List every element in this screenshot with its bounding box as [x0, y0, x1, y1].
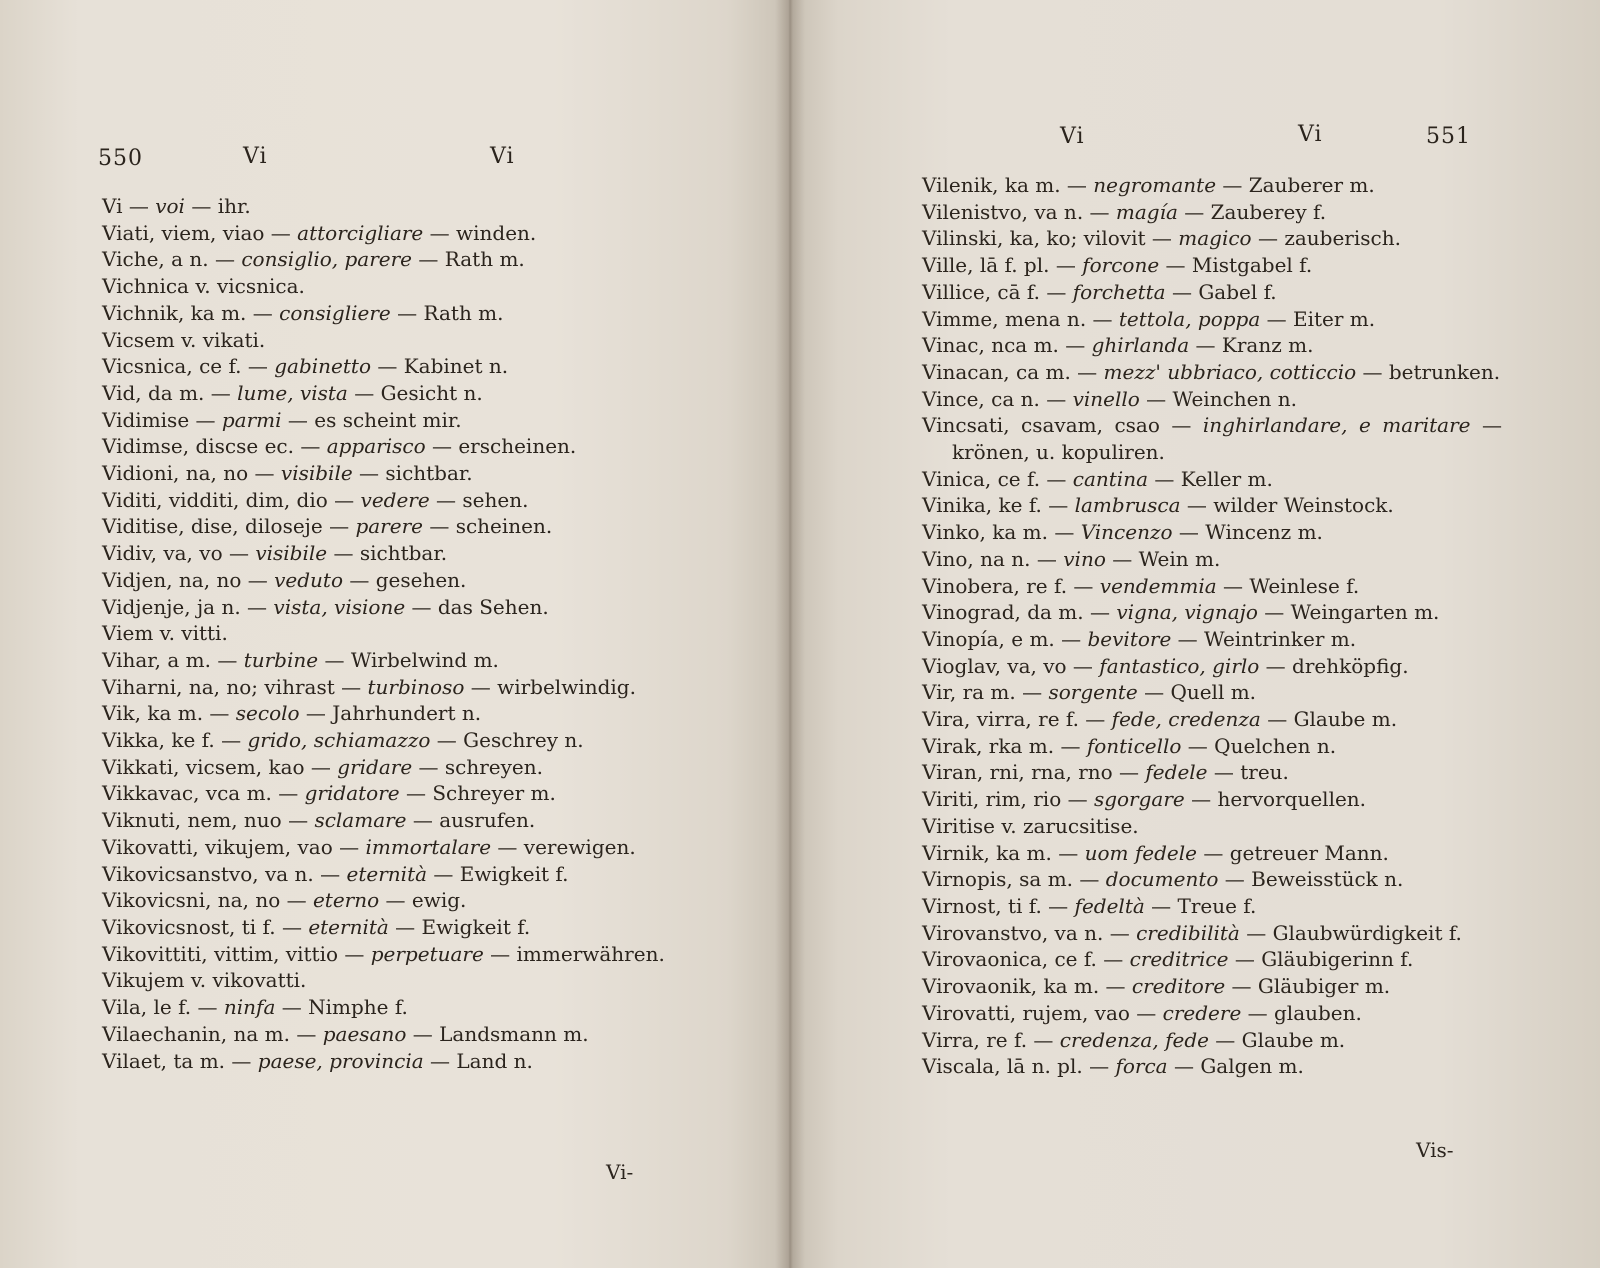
- entry-italian: eterno: [312, 888, 380, 913]
- dictionary-entry: Viriti, rim, rio — sgorgare — hervorquellen.: [922, 787, 1367, 812]
- entry-italian: vendemmia: [1099, 573, 1217, 598]
- entry-italian: inghirlandare, e maritare: [1202, 413, 1471, 438]
- dictionary-entry: Vidiv, va, vo — visibile — sichtbar.: [102, 541, 448, 566]
- entry-italian: ghirlanda: [1091, 333, 1190, 358]
- dictionary-entry: Virovaonik, ka m. — creditore — Gläubiger m.: [922, 974, 1391, 999]
- dictionary-entry: Vinopía, e m. — bevitore — Weintrinker m.: [922, 626, 1357, 651]
- entry-italian: credenza, fede: [1059, 1027, 1209, 1052]
- entry-headword: Viscala, lā n. pl.: [922, 1054, 1083, 1079]
- page-number-left: 550: [98, 146, 143, 171]
- dictionary-entry: Viche, a n. — consiglio, parere — Rath m.: [102, 247, 525, 272]
- entry-headword: Vilaet, ta m.: [102, 1048, 226, 1073]
- entry-german: es scheint mir.: [314, 407, 462, 432]
- entry-german: Rath m.: [444, 247, 525, 272]
- dictionary-entry: Ville, lā f. pl. — forcone — Mistgabel f.: [922, 253, 1313, 278]
- entry-headword: Vik, ka m.: [102, 701, 204, 726]
- entry-headword: Virnik, ka m.: [922, 840, 1052, 865]
- entry-german: Weintrinker m.: [1204, 626, 1357, 651]
- entry-german: verewigen.: [523, 834, 636, 859]
- entry-italian: fedeltà: [1074, 893, 1145, 918]
- entry-headword: Vino, na n.: [922, 546, 1031, 571]
- entry-italian: vigna, vignajo: [1116, 600, 1258, 625]
- entry-italian: Vincenzo: [1080, 520, 1173, 545]
- dictionary-entry: Vila, le f. — ninfa — Nimphe f.: [102, 995, 408, 1020]
- dictionary-entry: Virovanstvo, va n. — credibilità — Glaubwürdigkeit f.: [922, 920, 1462, 945]
- entry-italian: gabinetto: [274, 354, 371, 379]
- entry-italian: attorcigliare: [297, 220, 424, 245]
- entry-german: Beweisstück n.: [1251, 867, 1404, 892]
- dictionary-entry: Vilinski, ka, ko; vilovit — magico — zauberisch.: [922, 226, 1401, 251]
- entry-headword: Vilenistvo, va n.: [922, 199, 1084, 224]
- dictionary-entry: Vik, ka m. — secolo — Jahrhundert n.: [102, 701, 482, 726]
- dictionary-entry: Viscala, lā n. pl. — forca — Galgen m.: [922, 1054, 1304, 1079]
- entry-italian: magía: [1115, 199, 1178, 224]
- entry-headword: Virnopis, sa m.: [922, 867, 1074, 892]
- entry-headword: Vinacan, ca m.: [922, 359, 1071, 384]
- entry-headword: Viharni, na, no; vihrast: [102, 674, 335, 699]
- running-head-left-2: Vi: [490, 144, 515, 169]
- entry-italian: apparisco: [326, 434, 426, 459]
- entry-german: sichtbar.: [359, 541, 448, 566]
- entry-german: krönen, u. kopuliren.: [952, 440, 1165, 465]
- dictionary-entry: Virovatti, rujem, vao — credere — glauben.: [922, 1000, 1362, 1025]
- entry-headword: Vinopía, e m.: [922, 626, 1055, 651]
- entry-german: Landsmann m.: [439, 1021, 589, 1046]
- entry-italian: visibile: [255, 541, 328, 566]
- entry-italian: veduto: [274, 567, 343, 592]
- entry-headword: Vidimse, discse ec.: [102, 434, 294, 459]
- entry-headword: Vira, virra, re f.: [922, 707, 1079, 732]
- entry-italian: forcone: [1082, 253, 1160, 278]
- entry-italian: fantastico, girlo: [1099, 653, 1260, 678]
- entry-italian: voi: [155, 194, 185, 218]
- entry-headword: Vincsati, csavam, csao: [922, 413, 1160, 438]
- book-gutter: [775, 0, 805, 1268]
- entry-italian: paese, provincia: [257, 1048, 424, 1073]
- entry-headword: Viditise, dise, diloseje: [102, 514, 323, 539]
- entry-headword: Vilinski, ka, ko; vilovit: [922, 226, 1146, 251]
- entry-italian: credere: [1162, 1000, 1242, 1025]
- entry-italian: parere: [355, 514, 423, 539]
- dictionary-entry: Vinko, ka m. — Vincenzo — Wincenz m.: [922, 520, 1323, 545]
- entry-headword: Vikkati, vicsem, kao: [102, 754, 305, 779]
- entry-german: Glaube m.: [1241, 1027, 1346, 1052]
- entry-german: Schreyer m.: [432, 781, 556, 806]
- entry-headword: Vicsem v. vikati.: [102, 327, 266, 352]
- entry-headword: Vimme, mena n.: [922, 306, 1087, 331]
- entry-italian: documento: [1105, 867, 1219, 892]
- entry-italian: eternità: [346, 861, 428, 886]
- entry-italian: fede, credenza: [1111, 707, 1261, 732]
- dictionary-entry: Vioglav, va, vo — fantastico, girlo — drehköpfig.: [922, 653, 1409, 678]
- page-number-right: 551: [1426, 124, 1471, 149]
- entry-headword: Viche, a n.: [102, 247, 209, 272]
- entry-headword: Vichnik, ka m.: [102, 300, 247, 325]
- entry-italian: mezz' ubbriaco, cotticcio: [1103, 359, 1357, 384]
- entry-german: wirbelwindig.: [497, 674, 636, 699]
- entry-italian: turbinoso: [367, 674, 465, 699]
- entry-headword: Vidiv, va, vo: [102, 541, 223, 566]
- entry-german: Gläubigerinn f.: [1261, 947, 1414, 972]
- entry-headword: Viknuti, nem, nuo: [102, 808, 282, 833]
- entry-italian: perpetuare: [370, 941, 484, 966]
- entry-german: Wein m.: [1138, 546, 1221, 571]
- entry-german: scheinen.: [455, 514, 553, 539]
- entry-german: Weinchen n.: [1172, 386, 1297, 411]
- dictionary-entry: Vikkati, vicsem, kao — gridare — schreyen.: [102, 754, 544, 779]
- entry-italian: visibile: [280, 461, 353, 486]
- entry-german: Rath m.: [423, 300, 504, 325]
- entry-german: Quell m.: [1170, 680, 1257, 705]
- entry-italian: gridatore: [304, 781, 400, 806]
- entry-italian: creditore: [1131, 974, 1226, 999]
- entry-headword: Viem v. vitti.: [102, 621, 228, 646]
- entry-german: winden.: [456, 220, 537, 245]
- entry-german: sichtbar.: [385, 461, 473, 486]
- dictionary-entry: Vikkavac, vca m. — gridatore — Schreyer m.: [102, 781, 556, 806]
- entry-german: Gabel f.: [1198, 279, 1277, 304]
- entry-german: treu.: [1240, 760, 1289, 785]
- entry-italian: sclamare: [314, 808, 407, 833]
- dictionary-entry: Viditi, vidditi, dim, dio — vedere — sehen.: [102, 487, 529, 512]
- entry-italian: grido, schiamazzo: [247, 728, 431, 753]
- dictionary-entry: Viran, rni, rna, rno — fedele — treu.: [922, 760, 1289, 785]
- dictionary-entry: Vino, na n. — vino — Wein m.: [922, 546, 1221, 571]
- entry-italian: immortalare: [365, 834, 492, 859]
- entry-german: Wincenz m.: [1205, 520, 1323, 545]
- dictionary-entry: Vinika, ke f. — lambrusca — wilder Weinstock.: [922, 493, 1394, 518]
- entry-headword: Vilaechanin, na m.: [102, 1021, 291, 1046]
- entry-italian: parmi: [221, 407, 282, 432]
- entry-italian: paesano: [322, 1021, 407, 1046]
- entry-italian: turbine: [243, 647, 319, 672]
- entry-headword: Viati, viem, viao: [102, 220, 265, 245]
- entry-headword: Virovaonik, ka m.: [922, 974, 1100, 999]
- dictionary-entry: Vilenik, ka m. — negromante — Zauberer m.: [922, 173, 1375, 197]
- dictionary-entry: Vilenistvo, va n. — magía — Zauberey f.: [922, 199, 1327, 224]
- dictionary-entry: Vimme, mena n. — tettola, poppa — Eiter m.: [922, 306, 1376, 331]
- entry-german: Zauberer m.: [1248, 173, 1375, 197]
- entry-german: wilder Weinstock.: [1213, 493, 1394, 518]
- dictionary-entry: Virak, rka m. — fonticello — Quelchen n.: [922, 733, 1337, 758]
- entry-german: ewig.: [411, 888, 467, 913]
- dictionary-entry: Vinac, nca m. — ghirlanda — Kranz m.: [922, 333, 1314, 358]
- dictionary-entry: Vikovittiti, vittim, vittio — perpetuare — immerwähren.: [102, 941, 665, 966]
- entry-italian: sorgente: [1048, 680, 1138, 705]
- entry-italian: secolo: [235, 701, 300, 726]
- entry-german: das Sehen.: [437, 594, 549, 619]
- entry-headword: Vila, le f.: [102, 995, 192, 1020]
- entry-german: Kabinet n.: [403, 354, 509, 379]
- entry-headword: Vid, da m.: [102, 380, 205, 405]
- entry-german: immerwähren.: [516, 941, 665, 966]
- entry-italian: forca: [1115, 1054, 1168, 1079]
- entry-german: Keller m.: [1180, 466, 1273, 491]
- entry-headword: Vilenik, ka m.: [922, 173, 1061, 197]
- entry-italian: gridare: [337, 754, 413, 779]
- dictionary-entry: Vihar, a m. — turbine — Wirbelwind m.: [102, 647, 499, 672]
- dictionary-entry: Vidjenje, ja n. — vista, visione — das Sehen.: [102, 594, 549, 619]
- dictionary-entry: Vira, virra, re f. — fede, credenza — Glaube m.: [922, 707, 1398, 732]
- entry-german: Gläubiger m.: [1257, 974, 1391, 999]
- dictionary-entry: Viknuti, nem, nuo — sclamare — ausrufen.: [102, 808, 536, 833]
- dictionary-entry: Vilaet, ta m. — paese, provincia — Land n.: [102, 1048, 533, 1073]
- dictionary-entry: Vir, ra m. — sorgente — Quell m.: [922, 680, 1257, 705]
- entry-german: erscheinen.: [458, 434, 577, 459]
- entry-german: Geschrey n.: [463, 728, 584, 753]
- entry-headword: Vinac, nca m.: [922, 333, 1059, 358]
- entry-italian: cantina: [1072, 466, 1149, 491]
- entry-headword: Vikovicsanstvo, va n.: [102, 861, 314, 886]
- dictionary-column-left: [102, 193, 672, 1074]
- dictionary-entry: Vinacan, ca m. — mezz' ubbriaco, cotticcio — betrunken.: [922, 359, 1501, 384]
- entry-italian: magico: [1178, 226, 1252, 251]
- entry-italian: lume, vista: [237, 380, 348, 405]
- entry-headword: Vidimise: [102, 407, 190, 432]
- entry-italian: vedere: [360, 487, 430, 512]
- entry-headword: Vicsnica, ce f.: [102, 354, 242, 379]
- catchword-left: Vi-: [606, 1160, 634, 1184]
- entry-headword: Vinika, ke f.: [922, 493, 1042, 518]
- entry-headword: Viditi, vidditi, dim, dio: [102, 487, 328, 512]
- entry-italian: sgorgare: [1093, 787, 1185, 812]
- dictionary-entry: Vidjen, na, no — veduto — gesehen.: [102, 567, 467, 592]
- entry-german: Galgen m.: [1200, 1054, 1304, 1079]
- entry-italian: creditrice: [1129, 947, 1229, 972]
- entry-german: Glaube m.: [1293, 707, 1398, 732]
- entry-headword: Vidjenje, ja n.: [102, 594, 241, 619]
- entry-german: Mistgabel f.: [1191, 253, 1313, 278]
- dictionary-entry: Virnopis, sa m. — documento — Beweisstück n.: [922, 867, 1404, 892]
- entry-italian: eternità: [308, 914, 389, 939]
- entry-german: Nimphe f.: [308, 995, 408, 1020]
- entry-german: ihr.: [217, 194, 251, 218]
- entry-german: getreuer Mann.: [1229, 840, 1389, 865]
- entry-headword: Viriti, rim, rio: [922, 787, 1062, 812]
- entry-german: Land n.: [456, 1048, 533, 1073]
- entry-german: Wirbelwind m.: [350, 647, 499, 672]
- dictionary-entry: Vinica, ce f. — cantina — Keller m.: [922, 466, 1273, 491]
- dictionary-entry: Vidimise — parmi — es scheint mir.: [102, 407, 462, 432]
- entry-italian: forchetta: [1072, 279, 1166, 304]
- entry-italian: vista, visione: [273, 594, 406, 619]
- dictionary-entry: Vikovicsnost, ti f. — eternità — Ewigkeit f.: [102, 914, 531, 939]
- entry-headword: Viran, rni, rna, rno: [922, 760, 1113, 785]
- entry-headword: Vihar, a m.: [102, 647, 211, 672]
- running-head-right-2: Vi: [1298, 122, 1323, 147]
- dictionary-entry: Vikovatti, vikujem, vao — immortalare — verewigen.: [102, 834, 636, 859]
- entry-headword: Viritise v. zarucsitise.: [922, 813, 1139, 838]
- entry-german: Weingarten m.: [1290, 600, 1440, 625]
- dictionary-entry: Villice, cā f. — forchetta — Gabel f.: [922, 279, 1277, 304]
- dictionary-entry: Viati, viem, viao — attorcigliare — winden.: [102, 220, 537, 245]
- dictionary-entry: Virnik, ka m. — uom fedele — getreuer Mann.: [922, 840, 1389, 865]
- dictionary-entry: [922, 813, 1502, 840]
- entry-headword: Virovanstvo, va n.: [922, 920, 1104, 945]
- entry-italian: vino: [1063, 546, 1106, 571]
- entry-headword: Virnost, ti f.: [922, 893, 1042, 918]
- dictionary-entry: Virnost, ti f. — fedeltà — Treue f.: [922, 893, 1257, 918]
- dictionary-entry: Vikovicsni, na, no — eterno — ewig.: [102, 888, 467, 913]
- dictionary-entry: [102, 967, 672, 994]
- entry-italian: uom fedele: [1084, 840, 1197, 865]
- entry-german: Eiter m.: [1293, 306, 1376, 331]
- dictionary-entry: Vid, da m. — lume, vista — Gesicht n.: [102, 380, 483, 405]
- entry-italian: fedele: [1145, 760, 1208, 785]
- dictionary-entry: Virra, re f. — credenza, fede — Glaube m.: [922, 1027, 1346, 1052]
- entry-headword: Virovaonica, ce f.: [922, 947, 1097, 972]
- entry-german: gesehen.: [375, 567, 467, 592]
- entry-german: betrunken.: [1388, 359, 1501, 384]
- entry-headword: Vikovatti, vikujem, vao: [102, 834, 333, 859]
- dictionary-entry: [102, 273, 672, 300]
- entry-german: Ewigkeit f.: [459, 861, 569, 886]
- entry-headword: Vidioni, na, no: [102, 461, 249, 486]
- entry-headword: Vikovittiti, vittim, vittio: [102, 941, 339, 966]
- entry-german: Gesicht n.: [380, 380, 483, 405]
- entry-headword: Virra, re f.: [922, 1027, 1028, 1052]
- dictionary-entry: Vi — voi — ihr.: [102, 194, 251, 218]
- dictionary-entry: Vikovicsanstvo, va n. — eternità — Ewigkeit f.: [102, 861, 569, 886]
- entry-italian: vinello: [1072, 386, 1140, 411]
- catchword-right: Vis-: [1416, 1138, 1454, 1162]
- entry-german: hervorquellen.: [1217, 787, 1367, 812]
- entry-headword: Vidjen, na, no: [102, 567, 242, 592]
- entry-headword: Villice, cā f.: [922, 279, 1040, 304]
- entry-headword: Vikujem v. vikovatti.: [102, 968, 307, 993]
- dictionary-entry: Vinograd, da m. — vigna, vignajo — Weingarten m.: [922, 600, 1440, 625]
- entry-italian: credibilità: [1136, 920, 1240, 945]
- entry-italian: ninfa: [223, 995, 276, 1020]
- entry-headword: Vikovicsni, na, no: [102, 888, 281, 913]
- entry-headword: Vikovicsnost, ti f.: [102, 914, 276, 939]
- entry-german: Kranz m.: [1221, 333, 1314, 358]
- dictionary-entry: Vichnik, ka m. — consigliere — Rath m.: [102, 300, 504, 325]
- dictionary-entry: Vicsnica, ce f. — gabinetto — Kabinet n.: [102, 354, 509, 379]
- entry-german: zauberisch.: [1284, 226, 1401, 251]
- entry-headword: Vinica, ce f.: [922, 466, 1041, 491]
- entry-headword: Ville, lā f. pl.: [922, 253, 1050, 278]
- dictionary-entry: [102, 620, 672, 647]
- entry-headword: Vinograd, da m.: [922, 600, 1084, 625]
- dictionary-entry: Viharni, na, no; vihrast — turbinoso — wirbelwindig.: [102, 674, 636, 699]
- entry-italian: consigliere: [279, 300, 391, 325]
- dictionary-entry: Vilaechanin, na m. — paesano — Landsmann m.: [102, 1021, 589, 1046]
- entry-italian: bevitore: [1087, 626, 1172, 651]
- running-head-right-1: Vi: [1060, 124, 1085, 149]
- entry-german: Glaubwürdigkeit f.: [1272, 920, 1462, 945]
- entry-italian: negromante: [1093, 173, 1217, 197]
- entry-german: Jahrhundert n.: [332, 701, 482, 726]
- entry-german: ausrufen.: [439, 808, 536, 833]
- dictionary-column-right: [922, 172, 1502, 1080]
- entry-italian: fonticello: [1086, 733, 1182, 758]
- dictionary-entry: Vince, ca n. — vinello — Weinchen n.: [922, 386, 1297, 411]
- entry-headword: Vikkavac, vca m.: [102, 781, 272, 806]
- entry-headword: Virak, rka m.: [922, 733, 1055, 758]
- dictionary-entry: Vinobera, re f. — vendemmia — Weinlese f.: [922, 573, 1360, 598]
- entry-headword: Vince, ca n.: [922, 386, 1040, 411]
- entry-german: Treue f.: [1177, 893, 1257, 918]
- entry-italian: lambrusca: [1074, 493, 1181, 518]
- entry-german: Ewigkeit f.: [421, 914, 531, 939]
- entry-german: Weinlese f.: [1249, 573, 1360, 598]
- dictionary-entry: Viditise, dise, diloseje — parere — scheinen.: [102, 514, 553, 539]
- dictionary-entry: [102, 327, 672, 354]
- entry-headword: Vichnica v. vicsnica.: [102, 274, 305, 299]
- dictionary-entry: Vidioni, na, no — visibile — sichtbar.: [102, 461, 473, 486]
- entry-german: drehköpfig.: [1292, 653, 1409, 678]
- entry-italian: consiglio, parere: [241, 247, 413, 272]
- dictionary-entry: Vincsati, csavam, csao — inghirlandare, e maritare — krönen, u. kopuliren.: [922, 413, 1502, 465]
- entry-headword: Vinobera, re f.: [922, 573, 1068, 598]
- running-head-left-1: Vi: [243, 144, 268, 169]
- entry-headword: Vioglav, va, vo: [922, 653, 1067, 678]
- entry-headword: Vir, ra m.: [922, 680, 1016, 705]
- entry-headword: Vikka, ke f.: [102, 728, 215, 753]
- entry-german: glauben.: [1274, 1000, 1362, 1025]
- entry-headword: Virovatti, rujem, vao: [922, 1000, 1130, 1025]
- entry-german: Quelchen n.: [1214, 733, 1337, 758]
- entry-german: Zauberey f.: [1210, 199, 1327, 224]
- entry-german: sehen.: [462, 487, 529, 512]
- left-page: [0, 0, 790, 1268]
- dictionary-entry: Virovaonica, ce f. — creditrice — Gläubigerinn f.: [922, 947, 1414, 972]
- dictionary-entry: Vidimse, discse ec. — apparisco — erscheinen.: [102, 434, 577, 459]
- entry-headword: Vi: [102, 194, 123, 218]
- entry-headword: Vinko, ka m.: [922, 520, 1048, 545]
- entry-german: schreyen.: [444, 754, 544, 779]
- entry-italian: tettola, poppa: [1118, 306, 1261, 331]
- dictionary-entry: Vikka, ke f. — grido, schiamazzo — Geschrey n.: [102, 728, 584, 753]
